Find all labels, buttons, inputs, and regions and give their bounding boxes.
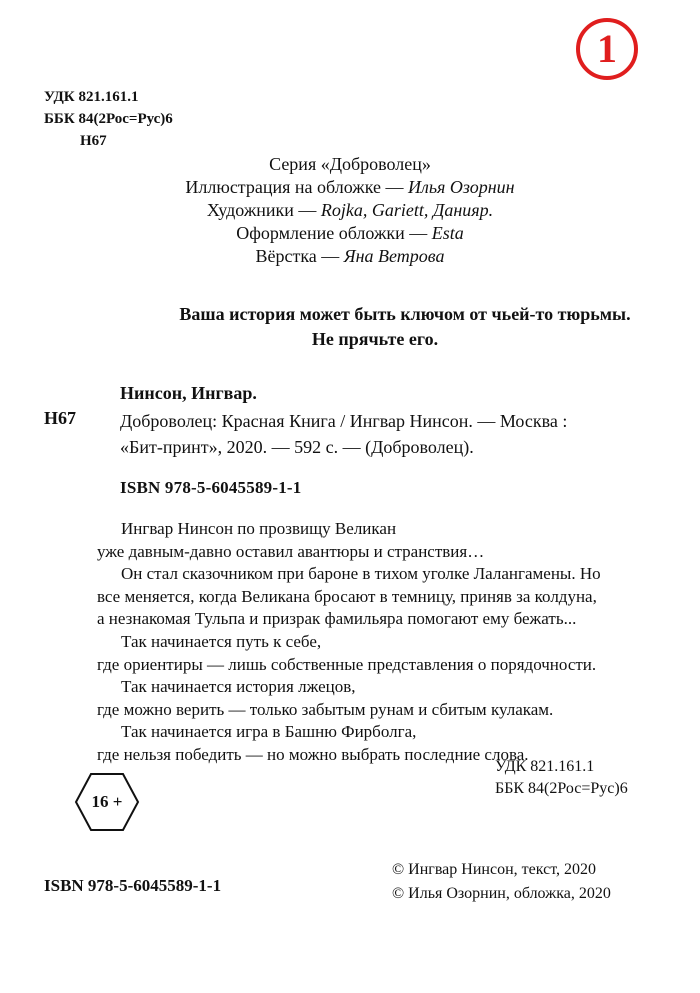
layout-label: Вёрстка — <box>255 246 344 266</box>
age-rating: 16 + <box>91 792 123 811</box>
cover-design-line <box>0 222 700 245</box>
cover-illustration-label: Иллюстрация на обложке — <box>185 177 409 197</box>
cover-illustration-name: Илья Озорнин <box>408 177 515 197</box>
classification-codes-bottom <box>495 756 628 800</box>
annotation-line: Ингвар Нинсон по прозвищу Великан <box>121 519 397 538</box>
artists-label: Художники — <box>206 200 321 220</box>
page-number-badge <box>576 18 638 80</box>
author-mark: Н67 <box>80 133 107 149</box>
copyright-line-cover: © Илья Озорнин, обложка, 2020 <box>392 885 611 902</box>
annotation <box>97 518 677 767</box>
annotation-line: все меняется, когда Великана бросают в темницу, приняв за колдуна, <box>97 586 597 606</box>
motto-line-2: Не прячьте его. <box>311 329 439 349</box>
artists-line <box>0 199 700 222</box>
cover-design-name: Esta <box>431 223 464 243</box>
bbk-code-bottom: ББК 84(2Рос=Рус)6 <box>495 780 628 797</box>
artists-names: Rojka, Gariett, Данияр. <box>320 200 494 220</box>
annotation-line: где ориентиры — лишь собственные представления о порядочности. <box>97 654 597 674</box>
series-line: Серия «Доброволец» <box>269 154 431 174</box>
annotation-line: где нельзя победить — но можно выбрать последние слова. <box>97 744 529 764</box>
cover-illustration-line <box>0 176 700 199</box>
layout-line <box>0 245 700 268</box>
layout-name: Яна Ветрова <box>343 246 445 266</box>
udk-code-bottom: УДК 821.161.1 <box>495 758 595 775</box>
annotation-line: уже давным-давно оставил авантюры и странствия… <box>97 541 485 561</box>
classification-codes-top <box>44 86 173 152</box>
udk-code: УДК 821.161.1 <box>44 89 139 105</box>
annotation-line: Так начинается путь к себе, <box>121 631 322 651</box>
bbk-code: ББК 84(2Рос=Рус)6 <box>44 111 173 127</box>
annotation-line: Он стал сказочником при бароне в тихом уголке Лалангамены. Но <box>121 564 601 584</box>
isbn-record: ISBN 978-5-6045589-1-1 <box>120 478 302 497</box>
bib-line-2: «Бит-принт», 2020. — 592 с. — (Доброволец). <box>120 437 474 457</box>
cover-design-label: Оформление обложки — <box>236 223 432 243</box>
annotation-line: а незнакомая Тульпа и призрак фамильяра помогают ему бежать... <box>97 609 577 629</box>
author-heading: Нинсон, Ингвар. <box>120 383 257 403</box>
credits-block <box>0 153 700 268</box>
motto-line-1: Ваша история может быть ключом от чьей-то тюрьмы. <box>179 304 631 324</box>
copyright-line-text: © Ингвар Нинсон, текст, 2020 <box>392 861 596 878</box>
isbn-bottom: ISBN 978-5-6045589-1-1 <box>44 876 222 895</box>
motto <box>0 302 700 352</box>
copyright-block <box>392 858 611 906</box>
annotation-line: где можно верить — только забытым рунам и сбитым кулакам. <box>97 699 554 719</box>
author-mark-side: Н67 <box>44 408 77 428</box>
annotation-line: Так начинается игра в Башню Фирболга, <box>121 722 417 742</box>
bib-line-1: Доброволец: Красная Книга / Ингвар Нинсон. — Москва : <box>120 411 568 431</box>
annotation-line: Так начинается история лжецов, <box>121 677 356 697</box>
page-number: 1 <box>597 26 617 71</box>
bibliographic-record <box>120 408 680 460</box>
